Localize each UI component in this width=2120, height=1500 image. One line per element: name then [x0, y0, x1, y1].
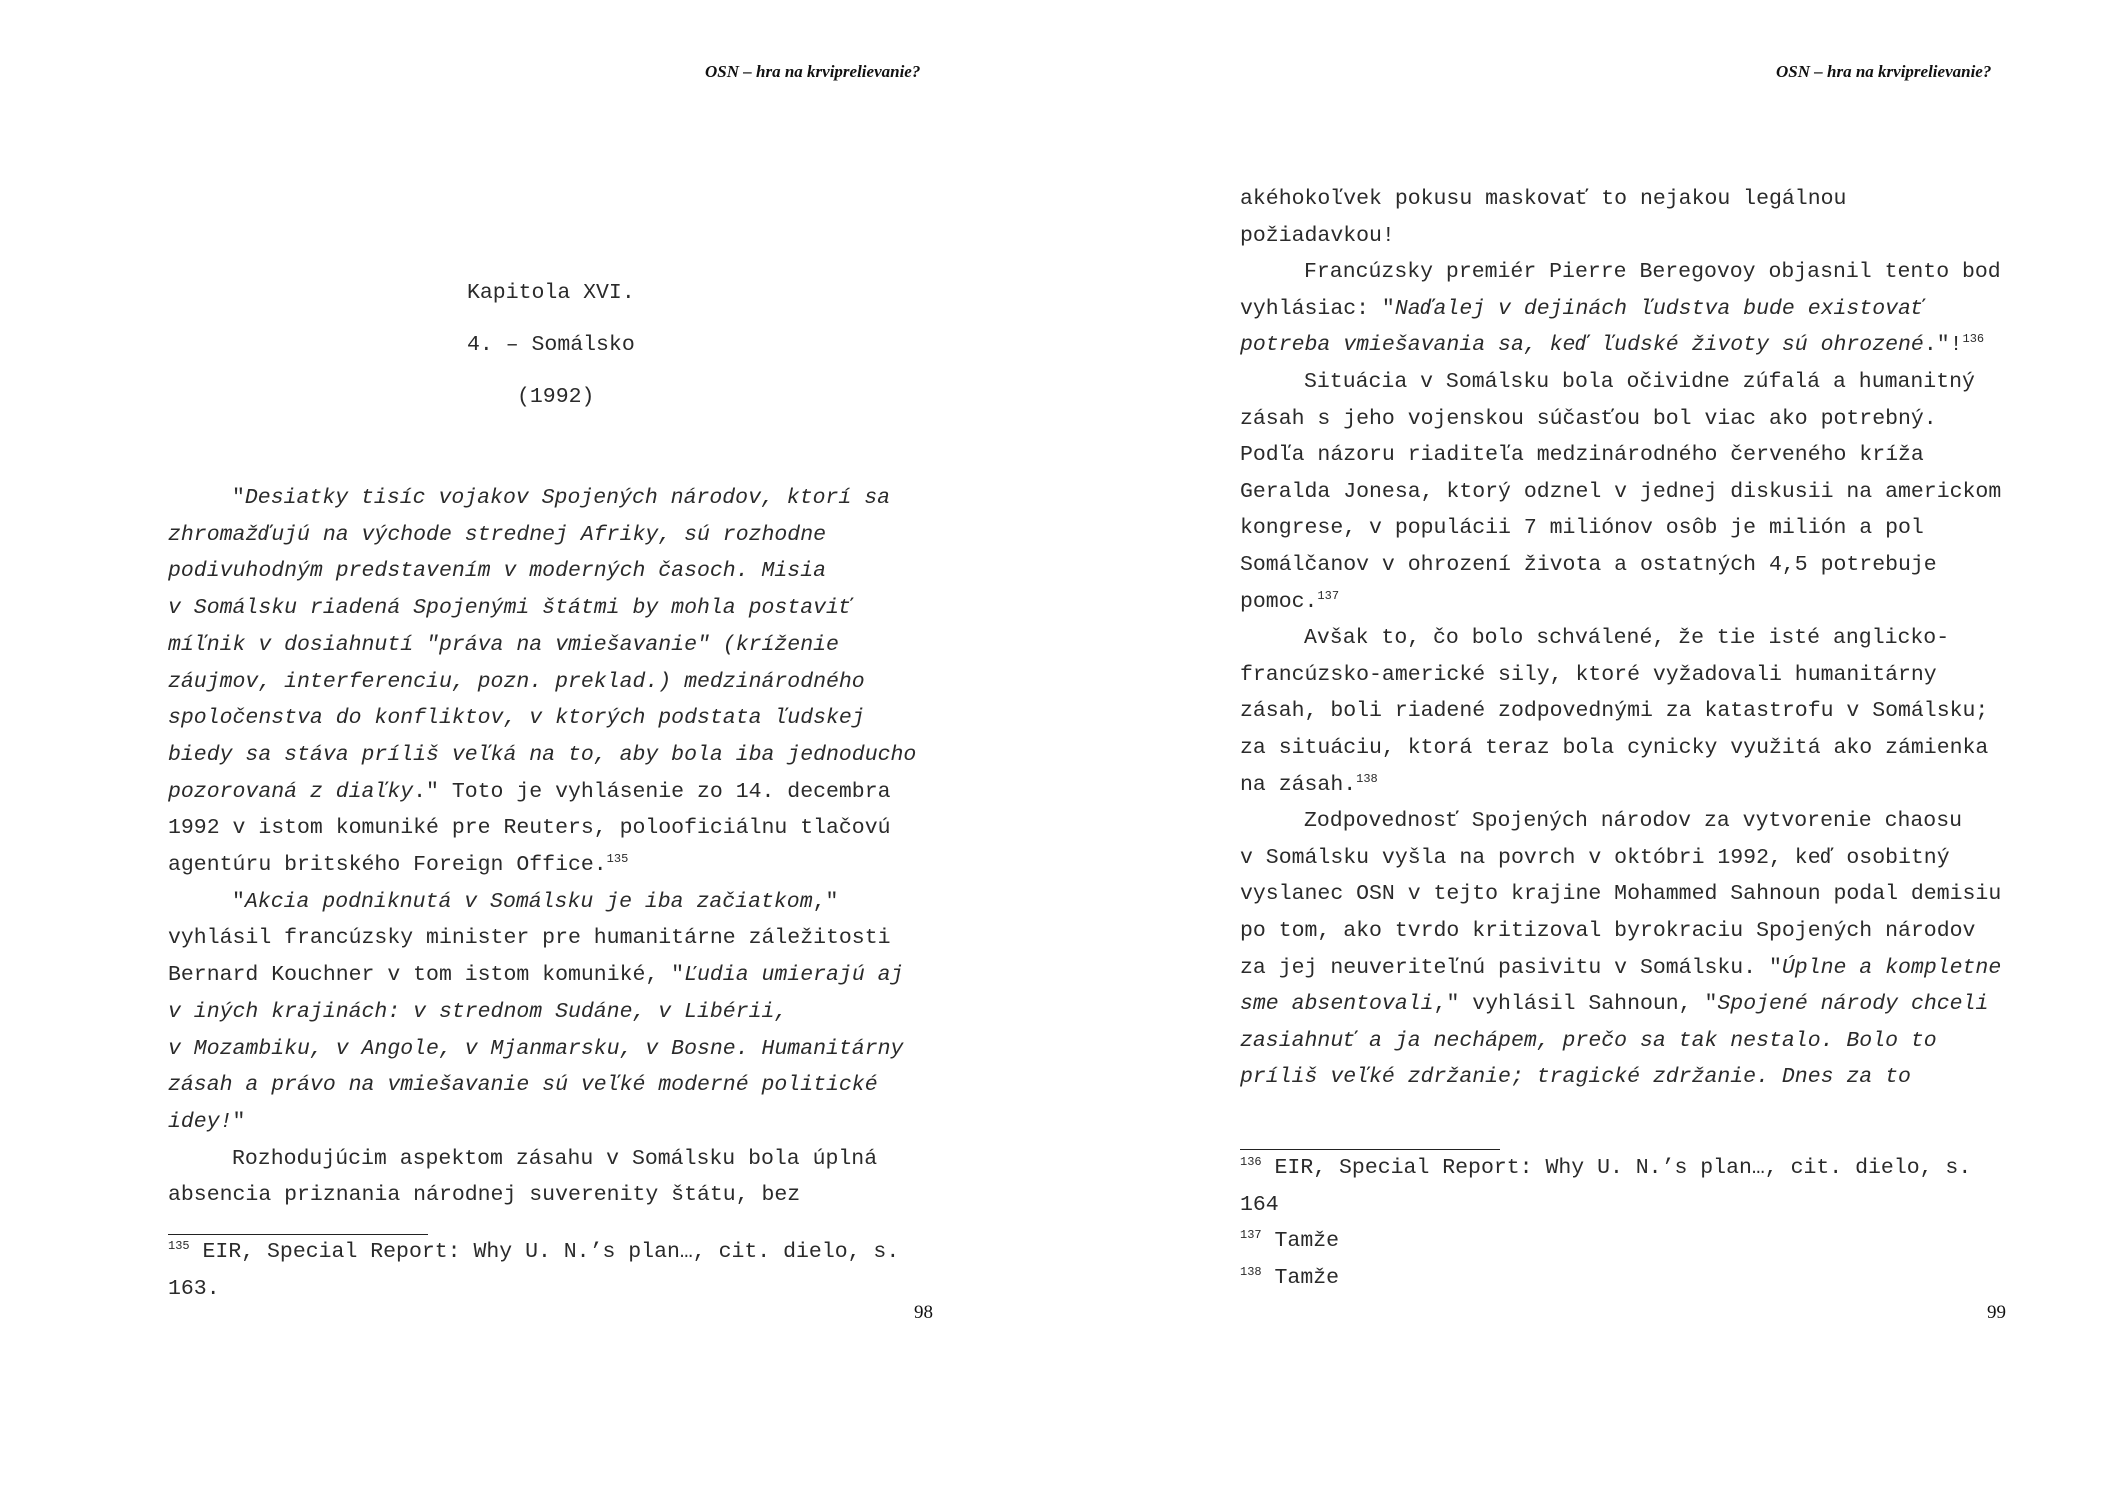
- italic-segment: v iných krajinách: v strednom Sudáne, v Libérii,: [168, 999, 788, 1024]
- footnote-text: Tamže: [1274, 1265, 1340, 1290]
- italic-segment: míľnik v dosiahnutí "práva na vmiešavanie" (kríženie: [168, 632, 839, 657]
- text-segment: Somálčanov v ohrození života a ostatných 4,5 potrebuje: [1240, 553, 1937, 577]
- text-segment: Avšak to, čo bolo schválené, že tie isté anglicko-: [1304, 626, 1950, 651]
- text-line: [1240, 553, 1937, 577]
- text-line: [1240, 736, 1988, 760]
- text-line: [1240, 992, 1988, 1016]
- text-segment: v Somálsku vyšla na povrch v októbri 1992, keď osobitný: [1240, 845, 1950, 870]
- text-segment: Bernard Kouchner v tom istom komuniké, ": [168, 963, 685, 988]
- text-segment: vyhlásiac: ": [1240, 296, 1395, 321]
- footnote-line: [1240, 1156, 1971, 1180]
- text-segment: Zodpovednosť Spojených národov za vytvorenie chaosu: [1304, 809, 1963, 834]
- text-line: [1240, 224, 1395, 248]
- italic-segment: pozorovaná z diaľky: [168, 779, 414, 804]
- text-line: [168, 596, 852, 620]
- footnote-reference[interactable]: 136: [1962, 332, 1985, 347]
- text-line: [168, 523, 826, 547]
- text-line: [1304, 370, 1975, 394]
- italic-segment: Ľudia umierajú aj: [684, 963, 904, 988]
- footnote-reference[interactable]: 138: [1356, 771, 1378, 786]
- text-segment: ," vyhlásil Sahnoun, ": [1433, 992, 1718, 1017]
- text-line: [168, 559, 826, 583]
- italic-segment: Desiatky tisíc vojakov Spojených národov, ktorí sa: [244, 486, 891, 510]
- footnote-line: [168, 1240, 899, 1264]
- right-footnote-rule: [1240, 1149, 1500, 1150]
- chapter-subtitle: 4. – Somálsko: [467, 333, 635, 357]
- text-line: [168, 1183, 800, 1207]
- footnote-line: [1240, 1229, 1339, 1253]
- text-segment: kongrese, v populácii 7 miliónov osôb je milión a pol: [1240, 516, 1924, 541]
- text-line: [168, 853, 628, 877]
- text-segment: Francúzsky premiér Pierre Beregovoy objasnil tento bod: [1304, 260, 2001, 285]
- text-segment: požiadavkou!: [1240, 223, 1395, 248]
- text-line: [168, 633, 839, 657]
- footnote-number: 138: [1240, 1264, 1262, 1279]
- text-segment: zásah s jeho vojenskou súčasťou bol viac ako potrebný.: [1240, 406, 1937, 431]
- text-line: [1304, 809, 1962, 833]
- italic-segment: potreba vmiešavania sa, keď ľudské životy sú ohrozené: [1240, 333, 1924, 358]
- text-line: [1240, 187, 1846, 211]
- footnote-text: 164: [1240, 1192, 1279, 1217]
- text-line: [1240, 919, 1975, 943]
- text-segment: francúzsko-americké sily, ktoré vyžadovali humanitárny: [1240, 662, 1937, 687]
- italic-segment: sme absentovali: [1240, 992, 1434, 1017]
- italic-segment: Akcia podniknutá v Somálsku je iba začiatkom: [244, 889, 813, 914]
- italic-segment: idey!: [168, 1109, 233, 1134]
- right-page-number: 99: [1987, 1302, 2006, 1323]
- text-segment: po tom, ako tvrdo kritizoval byrokraciu Spojených národov: [1240, 919, 1976, 943]
- text-segment: pomoc.: [1240, 589, 1318, 614]
- italic-segment: zhromažďujú na východe strednej Afriky, sú rozhodne: [168, 522, 827, 547]
- italic-segment: záujmov, interferenciu, pozn. preklad.) medzinárodného: [168, 669, 865, 694]
- footnote-text: 163.: [168, 1277, 220, 1301]
- text-line: [168, 1110, 245, 1134]
- text-segment: na zásah.: [1240, 772, 1357, 797]
- text-segment: ." Toto je vyhlásenie zo 14. decembra: [413, 779, 891, 804]
- italic-segment: spoločenstva do konfliktov, v ktorých podstata ľudskej: [168, 706, 865, 731]
- italic-segment: Spojené národy chceli: [1717, 992, 1989, 1017]
- footnote-line: [1240, 1266, 1339, 1290]
- text-line: [1240, 480, 2001, 504]
- text-line: [168, 1037, 903, 1061]
- text-line: [1240, 846, 1950, 870]
- text-line: [1304, 260, 2001, 284]
- text-line: [1240, 407, 1937, 431]
- text-segment: ": [232, 889, 245, 914]
- text-line: [232, 1147, 877, 1171]
- italic-segment: v Somálsku riadená Spojenými štátmi by mohla postaviť: [168, 596, 852, 621]
- text-line: [1240, 443, 1924, 467]
- text-line: [168, 743, 916, 767]
- italic-segment: zasiahnuť a ja nechápem, prečo sa tak nestalo. Bolo to: [1240, 1028, 1937, 1053]
- text-segment: agentúru britského Foreign Office.: [168, 853, 607, 877]
- text-line: [168, 670, 865, 694]
- text-segment: ": [232, 486, 245, 510]
- italic-segment: Naďalej v dejinách ľudstva bude existovať: [1394, 296, 1924, 321]
- text-line: [1240, 333, 1984, 357]
- text-line: [1240, 773, 1378, 797]
- italic-segment: podivuhodným predstavením v moderných časoch. Misia: [168, 559, 827, 584]
- chapter-year: (1992): [517, 385, 595, 409]
- text-segment: Podľa názoru riaditeľa medzinárodného červeného kríža: [1240, 443, 1924, 468]
- footnote-text: EIR, Special Report: Why U. N.’s plan…, cit. dielo, s.: [1274, 1156, 1972, 1180]
- text-segment: vyslanec OSN v tejto krajine Mohammed Sahnoun podal demisiu: [1240, 882, 2002, 907]
- text-line: [168, 816, 891, 840]
- text-line: [1240, 1029, 1937, 1053]
- text-line: [168, 1000, 787, 1024]
- text-segment: Geralda Jonesa, ktorý odznel v jednej diskusii na americkom: [1240, 479, 2002, 504]
- italic-segment: príliš veľké zdržanie; tragické zdržanie. Dnes za to: [1240, 1065, 1911, 1090]
- left-running-header: OSN – hra na krviprelievanie?: [705, 62, 921, 81]
- text-line: [1240, 699, 1988, 723]
- text-line: [168, 963, 903, 987]
- text-line: [168, 926, 891, 950]
- text-segment: akéhokoľvek pokusu maskovať to nejakou legálnou: [1240, 187, 1847, 211]
- text-line: [1240, 1065, 1911, 1089]
- text-line: [1240, 297, 1924, 321]
- right-page: [1060, 0, 2120, 1500]
- footnote-reference[interactable]: 137: [1317, 588, 1340, 603]
- text-line: [1240, 590, 1339, 614]
- text-line: [168, 706, 865, 730]
- text-segment: ": [232, 1109, 246, 1134]
- footnote-text: EIR, Special Report: Why U. N.’s plan…, cit. dielo, s.: [202, 1240, 900, 1264]
- footnote-text: Tamže: [1274, 1229, 1340, 1253]
- text-line: [1304, 626, 1949, 650]
- footnote-reference[interactable]: 135: [606, 851, 629, 866]
- italic-segment: v Mozambiku, v Angole, v Mjanmarsku, v Bosne. Humanitárny: [168, 1036, 904, 1061]
- text-line: [232, 486, 890, 510]
- text-line: [1240, 663, 1937, 687]
- text-segment: za situáciu, ktorá teraz bola cynicky využitá ako zámienka: [1240, 736, 1989, 760]
- text-line: [232, 890, 838, 914]
- text-line: [1240, 956, 2001, 980]
- text-segment: Situácia v Somálsku bola očividne zúfalá a humanitný: [1304, 370, 1975, 394]
- right-running-header: OSN – hra na krviprelievanie?: [1776, 62, 1992, 81]
- text-segment: vyhlásil francúzsky minister pre humanitárne záležitosti: [168, 926, 891, 951]
- text-line: [168, 1073, 878, 1097]
- text-segment: absencia priznania národnej suverenity štátu, bez: [168, 1183, 801, 1208]
- left-footnote-rule: [168, 1234, 428, 1235]
- text-segment: zásah, boli riadené zodpovednými za katastrofu v Somálsku;: [1240, 699, 1989, 724]
- text-segment: 1992 v istom komuniké pre Reuters, polooficiálnu tlačovú: [168, 816, 891, 841]
- italic-segment: biedy sa stáva príliš veľká na to, aby bola iba jednoducho: [168, 742, 917, 767]
- text-segment: za jej neuveriteľnú pasivitu v Somálsku. ": [1240, 955, 1782, 980]
- footnote-line: [1240, 1193, 1279, 1217]
- text-line: [1240, 516, 1924, 540]
- footnote-line: [168, 1277, 220, 1301]
- left-page-number: 98: [914, 1302, 933, 1323]
- footnote-number: 135: [168, 1238, 190, 1253]
- footnote-number: 136: [1240, 1154, 1262, 1169]
- chapter-title: Kapitola XVI.: [467, 281, 635, 305]
- text-segment: Rozhodujúcim aspektom zásahu v Somálsku bola úplná: [232, 1146, 878, 1171]
- footnote-number: 137: [1240, 1227, 1262, 1242]
- text-segment: ,": [812, 889, 839, 914]
- text-line: [1240, 882, 2001, 906]
- italic-segment: Úplne a kompletne: [1781, 955, 2002, 980]
- text-line: [168, 780, 891, 804]
- text-segment: ."!: [1923, 333, 1963, 358]
- italic-segment: zásah a právo na vmiešavanie sú veľké moderné politické: [168, 1073, 878, 1098]
